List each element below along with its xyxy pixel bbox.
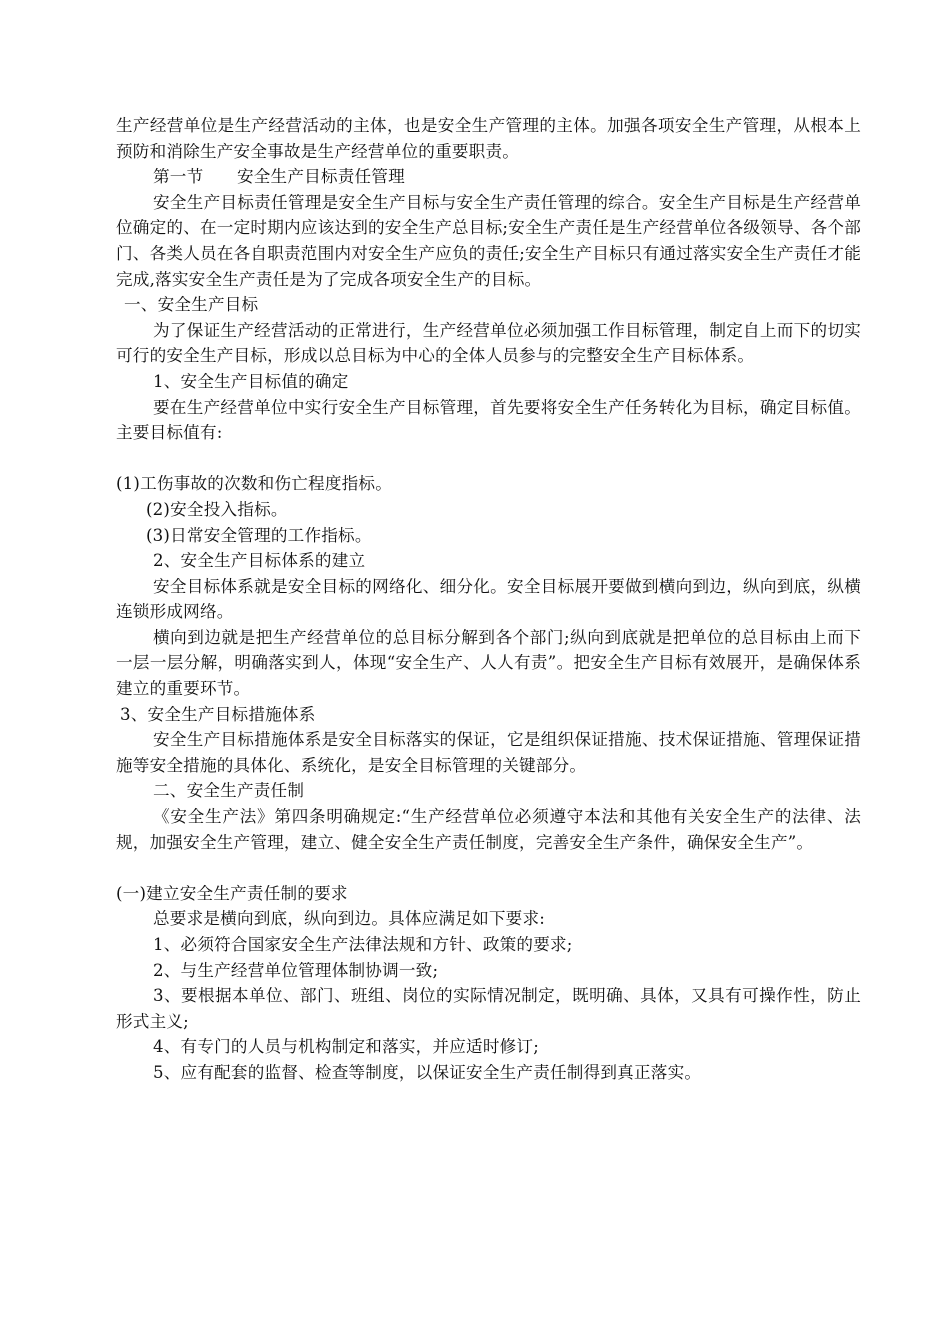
document-body: [116, 113, 861, 1086]
heading-responsibility-system: 二、安全生产责任制: [153, 781, 305, 801]
body-paragraph: 安全生产目标责任管理是安全生产目标与安全生产责任管理的综合。安全生产目标是生产经营单位确定的、在一定时期内应该达到的安全生产总目标;安全生产责任是生产经营单位各级领导、各个部门、各类人员在各自职责范围内对安全生产应负的责任;安全生产目标只有通过落实安全生产责任才能完成,落实安全生产责任是为了完成各项安全生产的目标。: [116, 192, 861, 289]
body-paragraph: 安全目标体系就是安全目标的网络化、细分化。安全目标展开要做到横向到边，纵向到底，纵横连锁形成网络。: [116, 576, 861, 622]
list-item: 2、与生产经营单位管理体制协调一致;: [153, 960, 439, 980]
blank-line: [116, 855, 861, 881]
list-item: 1、必须符合国家安全生产法律法规和方针、政策的要求;: [153, 935, 573, 954]
list-item: 4、有专门的人员与机构制定和落实，并应适时修订;: [153, 1037, 540, 1057]
list-item: (2)安全投入指标。: [146, 499, 288, 519]
subheading-goal-values: 1、安全生产目标值的确定: [153, 371, 349, 391]
body-paragraph: 要在生产经营单位中实行安全生产目标管理，首先要将安全生产任务转化为目标，确定目标值。主要目标值有:: [116, 397, 861, 443]
list-item: 5、应有配套的监督、检查等制度，以保证安全生产责任制得到真正落实。: [153, 1062, 702, 1082]
heading-safety-goals: 一、安全生产目标: [124, 295, 259, 315]
list-item: (1)工伤事故的次数和伤亡程度指标。: [116, 474, 393, 494]
subheading-requirements: (一)建立安全生产责任制的要求: [116, 883, 348, 903]
body-paragraph: 为了保证生产经营活动的正常进行，生产经营单位必须加强工作目标管理，制定自上而下的切实可行的安全生产目标，形成以总目标为中心的全体人员参与的完整安全生产目标体系。: [116, 320, 861, 366]
subheading-goal-system: 2、安全生产目标体系的建立: [153, 551, 366, 571]
subheading-measures-system: 3、安全生产目标措施体系: [120, 704, 316, 724]
list-item: 3、要根据本单位、部门、班组、岗位的实际情况制定，既明确、具体，又具有可操作性，防止形式主义;: [116, 986, 861, 1031]
list-item: (3)日常安全管理的工作指标。: [146, 525, 372, 545]
body-paragraph: 总要求是横向到底，纵向到边。具体应满足如下要求:: [153, 909, 546, 929]
intro-paragraph: 生产经营单位是生产经营活动的主体，也是安全生产管理的主体。加强各项安全生产管理，从根本上预防和消除生产安全事故是生产经营单位的重要职责。: [116, 116, 861, 161]
blank-line: [116, 446, 861, 472]
body-paragraph: 安全生产目标措施体系是安全目标落实的保证，它是组织保证措施、技术保证措施、管理保证措施等安全措施的具体化、系统化，是安全目标管理的关键部分。: [116, 730, 861, 775]
body-paragraph: 横向到边就是把生产经营单位的总目标分解到各个部门;纵向到底就是把单位的总目标由上而下一层一层分解，明确落实到人，体现“安全生产、人人有责”。把安全生产目标有效展开，是确保体系建立的重要环节。: [116, 627, 861, 699]
body-paragraph: 《安全生产法》第四条明确规定:“生产经营单位必须遵守本法和其他有关安全生产的法律、法规，加强安全生产管理，建立、健全安全生产责任制度，完善安全生产条件，确保安全生产”。: [116, 807, 861, 852]
section-title: 第一节 安全生产目标责任管理: [153, 167, 405, 187]
